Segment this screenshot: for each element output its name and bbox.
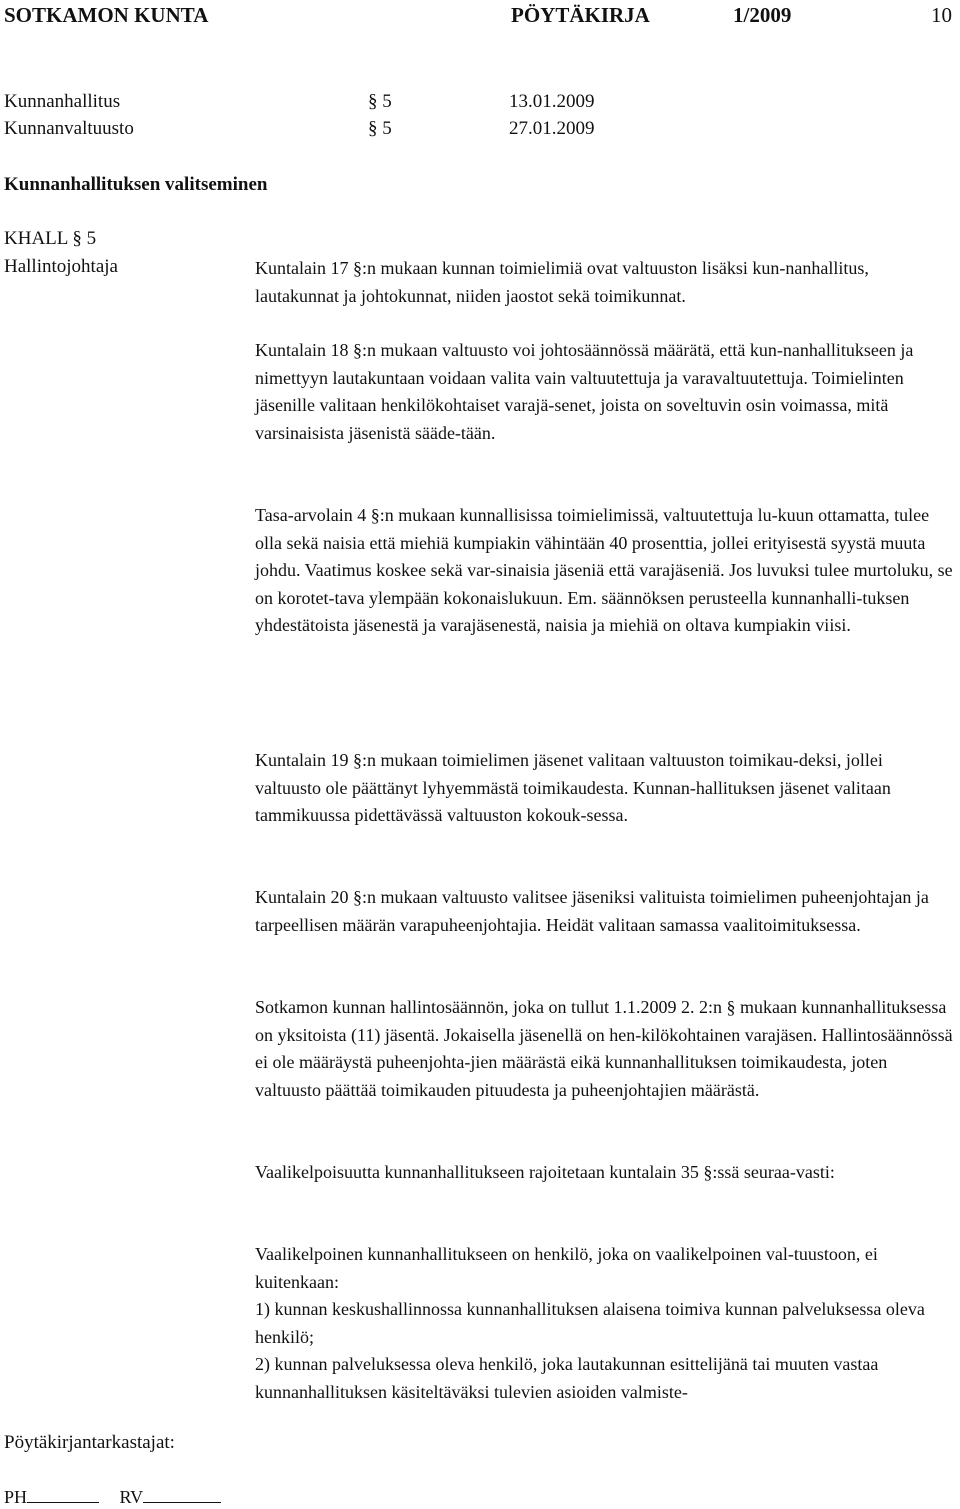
organization-name: SOTKAMON KUNTA — [4, 3, 209, 27]
eligibility-item-2: 2) kunnan palveluksessa oleva henkilö, joka lautakunnan esittelijänä tai muuten vastaa kunnanhallituksen käsiteltäväksi tulevien asioiden valmiste- — [255, 1354, 879, 1402]
meeting-body-2: Kunnanvaltuusto — [4, 118, 134, 139]
paragraph-kuntalaki-20: Kuntalain 20 §:n mukaan valtuusto valitsee jäseniksi valituista toimielimen puheenjohtajan ja tarpeellisen määrän varapuheenjohtajia. Heidät valitaan samassa vaalitoimituksessa. — [255, 887, 929, 935]
checker-initials-1: PH — [4, 1487, 28, 1507]
signature-field-2 — [143, 1485, 221, 1503]
meeting-body-1: Kunnanhallitus — [4, 91, 121, 112]
document-number: 1/2009 — [733, 3, 792, 27]
meeting-date-1: 13.01.2009 — [509, 91, 595, 112]
paragraph-kuntalaki-17: Kuntalain 17 §:n mukaan kunnan toimielimiä ovat valtuuston lisäksi kun-nanhallitus, lautakunnat ja johtokunnat, niiden jaostot sekä toimikunnat. — [255, 258, 869, 306]
section-title: Kunnanhallituksen valitseminen — [4, 174, 268, 195]
page-number: 10 — [931, 3, 952, 27]
paragraph-vaalikelpoisuus: Vaalikelpoisuutta kunnanhallitukseen rajoitetaan kuntalain 35 §:ssä seuraa-vasti: — [255, 1162, 835, 1182]
eligibility-intro: Vaalikelpoinen kunnanhallitukseen on henkilö, joka on vaalikelpoinen val-tuustoon, ei kuitenkaan: — [255, 1244, 878, 1292]
eligibility-item-1: 1) kunnan keskushallinnossa kunnanhallituksen alaisena toimiva kunnan palveluksessa oleva henkilö; — [255, 1299, 925, 1347]
paragraph-hallintosaanto: Sotkamon kunnan hallintosäännön, joka on tullut 1.1.2009 2. 2:n § mukaan kunnanhallituksessa on yksitoista (11) jäsentä. Jokaisella jäsenellä on hen-kilökohtainen varajäsen. Hallintosäännössä ei ole määräystä puheenjohta-jien määrästä eikä kunnanhallituksen toimikaudesta, joten valtuusto päättää toimikauden pituudesta ja puheenjohtajien määrästä. — [255, 997, 953, 1100]
paragraph-kuntalaki-18: Kuntalain 18 §:n mukaan valtuusto voi johtosäännössä määrätä, että kun-nanhallitukseen ja nimettyyn lautakuntaan voidaan valita vain valtuutettuja ja varavaltuutettuja. Toimielinten jäsenille valitaan henkilökohtaiset varajä-senet, joista on soveltuvin osin voimassa, mitä varsinaisista jäsenistä sääde-tään. — [255, 340, 914, 443]
paragraph-kuntalaki-19: Kuntalain 19 §:n mukaan toimielimen jäsenet valitaan valtuuston toimikau-deksi, jollei valtuusto ole päättänyt lyhyemmästä toimikaudesta. Kunnan-hallituksen jäsenet valitaan tammikuussa pidettävässä valtuuston kokouk-sessa. — [255, 750, 891, 825]
signature-field-1 — [27, 1485, 99, 1503]
paragraph-tasa-arvolaki: Tasa-arvolain 4 §:n mukaan kunnallisissa toimielimissä, valtuutettuja lu-kuun ottamatta, tulee olla sekä naisia että miehiä kumpiakin vähintään 40 prosenttia, jollei erityisestä syystä muuta johdu. Vaatimus koskee sekä var-sinaisia jäseniä että varajäseniä. Jos luvuksi tulee murtoluku, se on korotet-tava ylempään kokonaislukuun. Em. säännöksen perusteella kunnanhalli-tuksen yhdestätoista jäsenestä ja varajäsenestä, naisia ja miehiä on oltava kumpiakin viisi. — [255, 505, 953, 635]
meeting-section-2: § 5 — [368, 118, 392, 139]
meeting-date-2: 27.01.2009 — [509, 118, 595, 139]
section-reference: KHALL § 5 — [4, 228, 97, 249]
preparer-label: Hallintojohtaja — [4, 256, 118, 277]
signature-line — [4, 1485, 221, 1508]
eligibility-list — [255, 1241, 953, 1406]
document-type: PÖYTÄKIRJA — [511, 3, 650, 27]
minutes-checkers-label: Pöytäkirjantarkastajat: — [4, 1432, 175, 1453]
checker-initials-2: RV — [119, 1487, 144, 1507]
meeting-section-1: § 5 — [368, 91, 392, 112]
